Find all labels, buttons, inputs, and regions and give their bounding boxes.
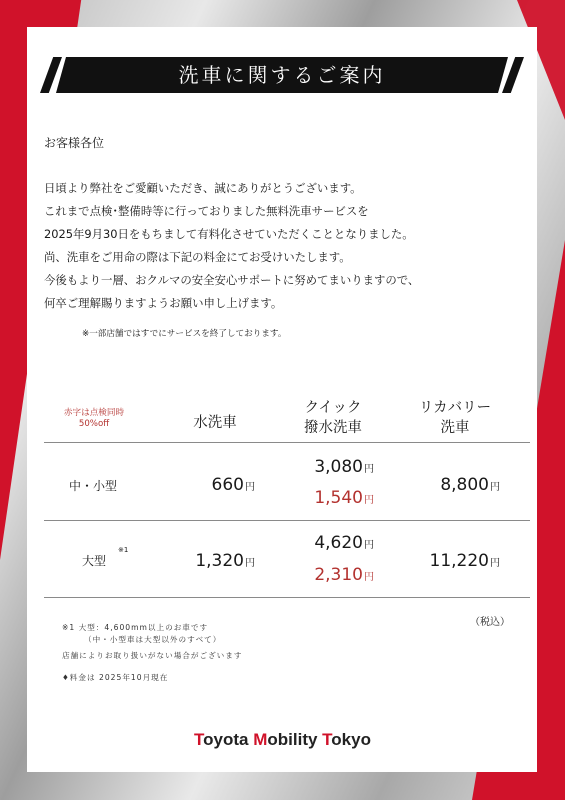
discount-note-line1: 赤字は点検同時	[63, 408, 125, 418]
column-header-label: 撥水洗車	[304, 420, 362, 436]
row-label-footnote-mark: ※1	[118, 546, 129, 554]
price-recovery-medium-small	[400, 475, 500, 495]
price-unit: 円	[490, 558, 500, 569]
price-unit: 円	[364, 464, 374, 475]
price-value: 11,220	[429, 551, 489, 571]
price-unit: 円	[364, 495, 374, 506]
service-end-note: ※一部店舗ではすでにサービスを終了しております。	[82, 329, 287, 339]
price-quick-discount-medium-small	[280, 488, 374, 508]
price-recovery-large	[400, 551, 500, 571]
column-header-recovery-wash	[405, 398, 505, 438]
price-value: 660	[211, 475, 244, 495]
footnote-price-date: ♦料金は 2025年10月現在	[62, 673, 169, 682]
price-value: 2,310	[314, 565, 363, 585]
tax-included-note: （税込）	[470, 617, 510, 628]
body-line: 日頃より弊社をご愛顧いただき、誠にありがとうございます。	[44, 181, 362, 195]
discount-note	[44, 408, 144, 430]
column-header-label: 洗車	[440, 420, 470, 436]
body-text	[44, 177, 419, 315]
body-line: 今後もより一層、おクルマの安全安心サポートに努めてまいりますので、	[44, 273, 420, 287]
price-unit: 円	[490, 482, 500, 493]
price-quick-large	[280, 533, 374, 553]
body-line: これまで点検･整備時等に行っておりました無料洗車サービスを	[44, 204, 369, 218]
column-header-label: 水洗車	[193, 415, 237, 431]
body-line: 何卒ご理解賜りますようお願い申し上げます。	[44, 296, 283, 310]
page-title: 洗車に関するご案内	[178, 63, 386, 87]
price-water-large	[160, 551, 255, 571]
row-label-medium-small: 中・小型	[69, 479, 118, 493]
column-header-label: リカバリー	[418, 400, 492, 416]
table-divider	[44, 442, 530, 443]
price-unit: 円	[364, 540, 374, 551]
column-header-water-wash	[170, 413, 260, 433]
footnote-size-definition: （中・小型車は大型以外のすべて）	[84, 635, 222, 644]
salutation: お客様各位	[44, 136, 105, 150]
price-value: 3,080	[314, 457, 363, 477]
table-divider	[44, 597, 530, 598]
price-value: 4,620	[314, 533, 363, 553]
row-label-large: 大型	[82, 554, 107, 568]
company-logo: Toyota Mobility Tokyo	[194, 730, 371, 749]
footnote-large-size: ※1 大型：4,600mm以上のお車です	[62, 623, 209, 632]
column-header-label: クイック	[304, 400, 362, 416]
footnote-store-availability: 店舗によりお取り扱いがない場合がございます	[62, 651, 243, 660]
body-line: 2025年9月30日をもちまして有料化させていただくこととなりました。	[44, 227, 414, 241]
price-quick-medium-small	[280, 457, 374, 477]
price-quick-discount-large	[280, 565, 374, 585]
discount-note-line2: 50%off	[78, 419, 110, 429]
price-value: 8,800	[440, 475, 489, 495]
price-unit: 円	[245, 482, 255, 493]
price-value: 1,320	[195, 551, 244, 571]
price-unit: 円	[364, 572, 374, 583]
table-divider	[44, 520, 530, 521]
price-unit: 円	[245, 558, 255, 569]
price-water-medium-small	[170, 475, 255, 495]
price-value: 1,540	[314, 488, 363, 508]
column-header-quick-wash	[288, 398, 378, 438]
body-line: 尚、洗車をご用命の際は下記の料金にてお受けいたします。	[44, 250, 351, 264]
